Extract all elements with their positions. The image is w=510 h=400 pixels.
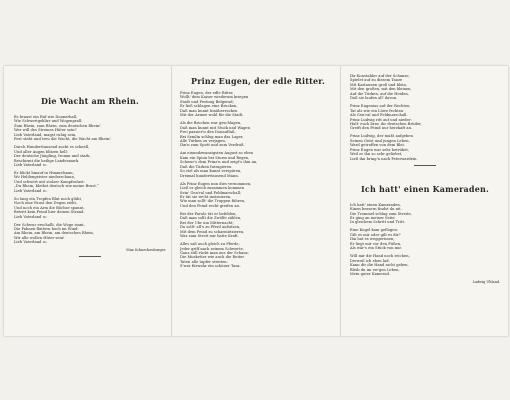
verse-line: Bleib du im ew'gen Leben, [350,267,400,272]
verse-line: Lieb Vaterland, magst ruhig sein, [14,132,77,137]
verse-line: Am Rhein, am Rhein, am deutschen Rhein, [14,231,94,236]
verse-line: Mit den großen, mit den kleinen, [350,87,412,92]
verse-line: Daß sie laufen all' davon. [350,96,398,101]
verse-line: Mit der Armee wohl für die Stadt. [180,113,244,118]
verse-line: Ihn hat es weggerissen; [350,237,395,242]
poem-body [14,115,166,245]
verse-line: „Du Rhein, bleibst deutsch wie meine Brust.“ [14,184,99,189]
verse-line: Bei der Uhr um Mitternacht; [180,220,234,225]
stanza [350,134,500,161]
verse-line: Alle Türken zu verjagen, [180,139,226,144]
verse-line: Daß man sollt die Zwölfe zählen, [180,216,242,221]
verse-line: Auf die Türken, auf die Heiden, [350,91,409,96]
verse-line: Als Prinz Eugen nun dies vernommen, [180,181,252,186]
stanza [180,242,336,269]
verse-line: Lieb Vaterland ꝛc. [14,188,48,193]
verse-line: Schwur's dem Prinz'n und zeigt's ihm an, [180,160,258,165]
verse-line: Er blickt hinauf in Himmelsaun, [14,170,74,175]
verse-line: Wie Schwertgeklirr und Wogenprall: [14,119,83,124]
poem-title: Die Wacht am Rhein. [41,96,139,106]
stanza [350,104,500,131]
verse-line: Jeder griff nach seinem Schwerte, [180,246,244,251]
poem-body-continued [350,74,500,161]
stanza [14,145,166,167]
divider [79,256,101,257]
verse-line: Und noch ein Arm die Büchse spannt, [14,205,85,210]
stanza [180,182,336,209]
verse-line: Dreimal hunderttausend Mann. [180,173,239,178]
verse-line: Seinen Geist und jungen Leben, [350,138,410,143]
verse-line: Derweil ich eben lad. [350,258,390,263]
stanza [180,151,336,178]
panel-left [14,66,166,336]
verse-line: So lang ein Tropfen Blut noch glüht, [14,196,83,201]
verse-line: Ihr Konstabler auf der Schanze, [350,74,410,78]
verse-line: Er ließ schlagen eine Brucken, [180,104,238,109]
verse-line: Ließ ihn bring'n nach Peterwardein. [350,156,418,161]
verse-line: Bei der Parole tät er befehlen, [180,211,237,216]
verse-line: So viel als man kunnt verspüren, [180,169,242,174]
verse-line: Und den Feind recht greifen an. [180,203,241,208]
verse-line: Spielet auf zu diesem Tanze [350,78,403,83]
verse-line: Fest steht und treu die Wacht, die Wacht am Rhein! [14,137,111,142]
stanza [180,121,336,148]
spacer [350,166,500,174]
verse-line: Greift den Feind nur herzhaft an. [350,126,413,131]
stanza [350,74,500,101]
stanza [14,171,166,193]
verse-line: Frei passier'n den Donaufluß, [180,130,236,135]
verse-line: Stadt und Festung Belgerad; [180,99,234,104]
verse-line: Die Trommel schlug zum Streite, [350,211,412,216]
verse-line: Als wär's ein Stück von mir. [350,246,403,251]
verse-line: Ließ er gleich zusammen kommen [180,186,245,191]
verse-line: Daß man kunnt hinüberrucken [180,108,238,113]
verse-line: Ihn'n zum Spott und zum Verdruß. [180,143,245,148]
verse-line: Lieb Vaterland ꝛc. [14,163,48,168]
verse-line: Der deutsche Jüngling, fromm und stark, [14,154,91,159]
verse-line: Lieb Vaterland ꝛc. [14,240,48,245]
verse-line: Als Gen'ral und Feldmarschall. [350,113,408,118]
stanza [350,203,500,225]
stanza [350,228,500,250]
verse-line: Am einundzwanzigsten August so eben [180,151,254,156]
verse-line: Und aller Augen blitzen hell: [14,149,68,154]
panel-middle [180,66,336,336]
verse-line: Mein guter Kamerad. [350,272,391,276]
verse-line: Prinz Eugenius auf der Rechten, [350,104,411,109]
verse-line: Prinz Eugen, der edle Ritter, [180,91,234,95]
verse-line: Es braust ein Ruf wie Donnerhall, [14,115,78,119]
verse-line: Er tät sie recht instruieren, [180,195,232,200]
stanza [350,254,500,276]
poem-body [180,91,336,269]
verse-line: Daß die Türken futragieren [180,164,232,169]
verse-line: Taten alle tapfer streiten: [180,259,228,264]
verse-line: Eine Kugel kam geflogen: [350,228,399,233]
verse-line: Prinz Ludwig ritt auf und nieder: [350,117,412,122]
verse-line: Und schwört mit stolzer Kampfeslust: [14,179,85,184]
verse-line: Ward getroffen von dem Blei. [350,143,405,148]
verse-line: Wie man sollt' die Truppen führen, [180,199,246,204]
verse-line: Prinz Eugen war sehr betrübet, [350,147,410,152]
stanza [14,197,166,219]
fold-line [340,66,341,336]
verse-line: Alles saß auch gleich zu Pferde, [180,242,240,247]
verse-line: Beschirmt die heilige Landesmark. [14,158,80,163]
verse-line: Als die Brucken war geschlagen, [180,121,242,126]
verse-line: Lieb Vaterland ꝛc. [14,214,48,219]
fold-line [171,66,172,336]
verse-line: Betritt kein Feind hier deinen Strand. [14,210,85,215]
verse-line: Noch eine Faust den Degen zieht, [14,201,78,206]
panel-right [350,66,500,336]
poem-title: Prinz Eugen, der edle Ritter. [191,76,325,86]
verse-line: Kam ein Spion bei Sturm und Regen, [180,155,250,160]
verse-line: Er ging an meiner Seite [350,216,395,221]
verse-line: Der Schwur erschallt, die Woge rinnt, [14,222,85,227]
verse-line: In gleichem Schritt und Tritt. [350,220,406,225]
verse-line: S'war fürwahr ein schöner Tanz. [180,264,241,269]
poem-author: Ludwig Uhland. [472,279,500,284]
verse-line: Prinz Ludwig, der mußt aufgeben [350,134,413,139]
verse-line: Er liegt mir vor den Füßen, [350,241,402,246]
verse-line: Bei Semlin schlug man das Lager, [180,134,244,139]
songsheet [4,66,508,336]
stanza [14,223,166,245]
verse-line: Wir alle wollen Hüter sein! [14,235,65,240]
poem-body [350,203,500,277]
stanza [14,115,166,142]
verse-line: Weil er ihn so sehr geliebet, [350,152,403,157]
verse-line: Mit dem Feind zu scharmützieren, [180,229,245,234]
verse-line: Tat als wie ein Löwe fechten [350,108,404,113]
verse-line: Halt' euch brav, ihr deutschen Brüder, [350,122,422,127]
verse-line: Daß man kunnt mit Stuck und Wagen [180,125,250,130]
verse-line: Die Musketier wie auch die Reiter [180,255,245,260]
verse-line: Kann dir die Hand nicht geben, [350,263,409,268]
stanza [180,212,336,239]
verse-line: Ich hatt' einen Kameraden, [350,202,401,207]
verse-line: Durch Hunderttausend zuckt es schnell, [14,145,90,150]
verse-line: Wo Heldengeister niederschaun, [14,175,76,180]
verse-line: Gilt es mir oder gilt es dir? [350,232,401,237]
verse-line: Ganz still rückt man aus der Schanz; [180,251,249,255]
poem-title: Ich hatt' einen Kameraden. [360,183,490,194]
verse-line: Will mir die Hand noch reichen, [350,254,410,259]
verse-line: Mit Kartaunen groß und klein, [350,82,408,87]
verse-line: Sein' Gen'ral und Feldmarschall; [180,190,242,195]
verse-line: Die Fahnen flattern hoch im Wind: [14,226,79,231]
verse-line: Was zum Streit nur hatte Kraft. [180,234,239,239]
verse-line: Zum Rhein, zum Rhein, zum deutschen Rhein! [14,123,101,128]
verse-line: Wer will des Stromes Hüter sein? [14,128,77,133]
verse-line: Wollt' dem Kaiser wiederum kriegen [180,95,249,100]
stanza [180,91,336,118]
verse-line: Einen bessern findst du nit. [350,207,402,212]
verse-line: Da sollt' all's zu Pferd aufsitzen, [180,225,241,230]
poem-author: Max Schneckenburger. [126,248,166,253]
